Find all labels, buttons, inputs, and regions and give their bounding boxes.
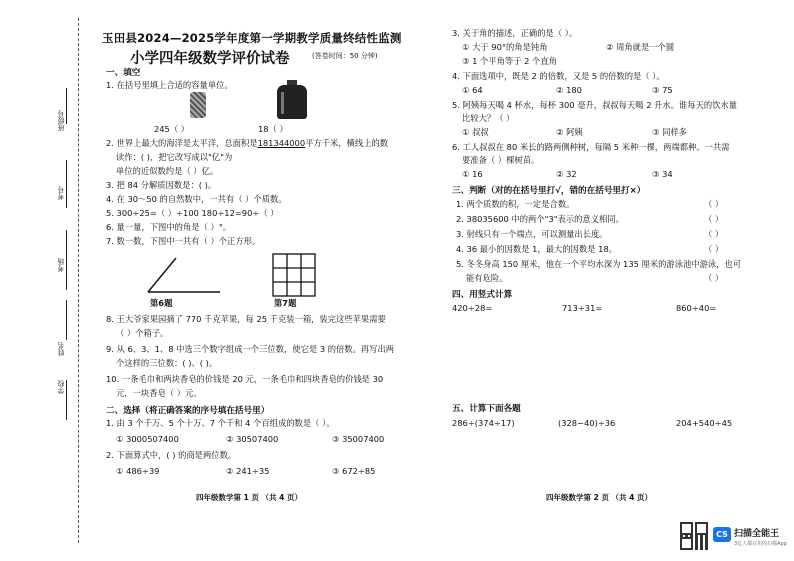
s2-q3-text: 3. 关于角的描述，正确的是（ ）。 [452, 28, 578, 38]
q8-text-b: （ ）个箱子。 [116, 328, 169, 338]
s2-q2-text: 2. 下面算式中，( ) 的商是两位数。 [106, 450, 237, 460]
s2-q5-opt3: ③ 同样多 [652, 127, 687, 137]
s4-item1: 420÷28= [452, 303, 493, 313]
binding-line [66, 230, 67, 290]
fig6-caption: 第6题 [150, 298, 173, 308]
exam-title: 小学四年级数学评价试卷 [130, 51, 290, 67]
section2-title: 二、选择（将正确答案的序号填在括号里） [106, 406, 270, 416]
binding-dash-line [78, 18, 79, 543]
s2-q6-text-a: 6. 工人叔叔在 80 米长的路两侧种树，每隔 5 米种一棵，两端都种。一共需 [452, 142, 730, 152]
water-jug-image [275, 80, 309, 120]
exam-no-label: 考号 [57, 186, 65, 200]
binding-line [66, 88, 67, 124]
page2-footer: 四年级数学第 2 页 （共 4 页） [546, 493, 652, 502]
s3-item2-paren: （ ） [704, 214, 724, 224]
binding-line [66, 300, 67, 340]
s2-q3-opt1: ① 大于 90°的角是钝角 [462, 42, 548, 52]
s2-q1-opt2: ② 30507400 [226, 434, 279, 444]
q1-text: 1. 在括号里填上合适的容量单位。 [106, 80, 233, 90]
exam-header-line1: 玉田县2024—2025学年度第一学期教学质量终结性监测 [102, 31, 402, 45]
q2-number: 181344000 [257, 138, 306, 148]
s2-q5-text-a: 5. 阿姨每天喝 4 杯水，每杯 300 毫升，叔叔每天喝 2 升水。谁每天的饮水量 [452, 100, 738, 110]
s2-q1-text: 1. 由 3 个千万、5 个十万、7 个千和 4 个百组成的数是（ ）。 [106, 418, 335, 428]
section3-title: 三、判断（对的在括号里打√，错的在括号里打×） [452, 186, 646, 196]
s2-q4-opt1: ① 64 [462, 85, 483, 95]
section1-title: 一、填空 [106, 68, 141, 78]
q3-text: 3. 把 84 分解质因数是：( )。 [106, 180, 217, 190]
section4-title: 四、用竖式计算 [452, 290, 513, 300]
s2-q3-opt3: ③ 1 个平角等于 2 个直角 [462, 56, 557, 66]
square-grid-figure [271, 252, 317, 298]
school-label: 学校 [57, 380, 65, 394]
q7-text: 7. 数一数，下图中一共有（ ）个正方形。 [106, 236, 261, 246]
q6-text: 6. 量一量，下图中的角是（ ）°。 [106, 222, 232, 232]
s2-q1-opt1: ① 3000507400 [116, 434, 179, 444]
section5-title: 五、计算下面各题 [452, 404, 521, 414]
s3-item3-paren: （ ） [704, 229, 724, 239]
q1-answer-b: 18（ ） [258, 124, 288, 134]
s2-q5-opt2: ② 阿姨 [556, 127, 583, 137]
s2-q3-opt2: ② 周角就是一个圆 [606, 42, 675, 52]
s2-q6-opt1: ① 16 [462, 169, 483, 179]
binding-line [66, 380, 67, 420]
name-label: 姓名 [57, 342, 65, 356]
fig7-caption: 第7题 [274, 298, 297, 308]
q5-text: 5. 300÷25=（ ）÷100 180÷12=90÷（ ） [106, 208, 279, 218]
exam-time-note: (答卷时间：50 分钟) [312, 52, 378, 60]
s2-q2-opt3: ③ 672÷85 [332, 466, 376, 476]
qr-code-image [680, 522, 708, 550]
q10-text-b: 元，一块香皂（ ）元。 [116, 388, 202, 398]
s3-item2: 2. 38035600 中的两个"3"表示的意义相同。 [456, 214, 624, 224]
class-no-label: 班级号 [57, 110, 65, 131]
s4-item3: 860÷40= [676, 303, 717, 313]
s2-q2-opt2: ② 241÷35 [226, 466, 270, 476]
q2-text-d: 单位的近似数约是（ ）亿。 [116, 166, 219, 176]
s4-item2: 713÷31= [562, 303, 603, 313]
scanner-app-name: 扫描全能王 [734, 529, 780, 539]
room-label: 考场 [57, 258, 65, 272]
s3-item5-paren: （ ） [704, 273, 724, 283]
s2-q6-opt2: ② 32 [556, 169, 577, 179]
q2-text-a: 2. 世界上最大的海洋是太平洋，总面积是181344000平方千米，横线上的数 [106, 138, 389, 148]
s2-q4-opt2: ② 180 [556, 85, 582, 95]
s2-q5-text-b: 比较大？（ ） [462, 113, 515, 123]
s2-q1-opt3: ③ 35007400 [332, 434, 385, 444]
s2-q4-opt3: ③ 75 [652, 85, 673, 95]
q4-text: 4. 在 30～50 的自然数中，一共有（ ）个质数。 [106, 194, 287, 204]
q2-text-c: 读作：( )，把它改写成以"亿"为 [116, 152, 233, 162]
s3-item4-paren: （ ） [704, 244, 724, 254]
s3-item1-paren: （ ） [704, 199, 724, 209]
angle-figure [142, 252, 222, 298]
s2-q6-text-b: 要准备（ ）棵树苗。 [462, 155, 540, 165]
s3-item5-b: 能有危险。 [466, 273, 508, 283]
s2-q4-text: 4. 下面选项中，既是 2 的倍数，又是 5 的倍数的是（ ）。 [452, 71, 665, 81]
s3-item3: 3. 射线只有一个端点，可以测量出长度。 [456, 229, 608, 239]
s2-q6-opt3: ③ 34 [652, 169, 673, 179]
s5-item1: 286÷(374÷17) [452, 418, 515, 428]
s3-item4: 4. 36 最小的因数是 1，最大的因数是 18。 [456, 244, 618, 254]
cup-image [190, 92, 206, 118]
s3-item1: 1. 两个质数的积，一定是合数。 [456, 199, 575, 209]
s2-q5-opt1: ① 叔叔 [462, 127, 489, 137]
q9-text-a: 9. 从 6、3、1、8 中选三个数字组成一个三位数，使它是 3 的倍数。再写出两 [106, 344, 395, 354]
s5-item3: 204+540÷45 [676, 418, 733, 428]
scanner-app-tagline: 3亿人都在用的扫描App [734, 541, 787, 547]
s3-item5: 5. 冬冬身高 150 厘米，他在一个平均水深为 135 厘米的游泳池中游泳，也可 [456, 259, 742, 269]
q8-text-a: 8. 王大爷家果园摘了 770 千克苹果，每 25 千克装一箱，装完这些苹果需要 [106, 314, 386, 324]
q1-answer-a: 245（ ） [154, 124, 190, 134]
s2-q2-opt1: ① 486÷39 [116, 466, 160, 476]
q10-text-a: 10. 一条毛巾和两块香皂的价钱是 20 元，一条毛巾和四块香皂的价钱是 30 [106, 374, 384, 384]
binding-line [66, 160, 67, 208]
page1-footer: 四年级数学第 1 页 （共 4 页） [196, 493, 302, 502]
q9-text-b: 个这样的三位数：( )、( )。 [116, 358, 218, 368]
scanner-logo-icon: CS [713, 527, 731, 542]
s5-item2: (328−40)÷36 [558, 418, 616, 428]
